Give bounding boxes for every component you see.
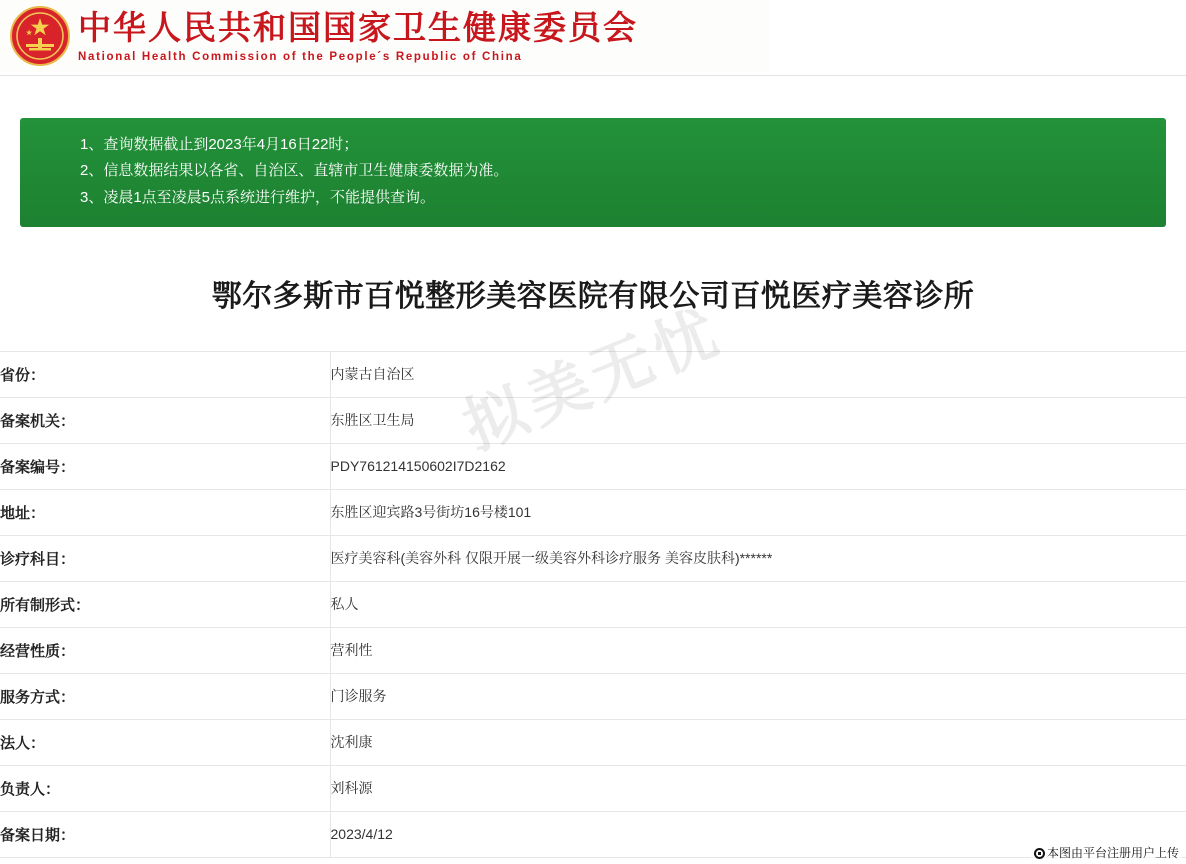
row-label: 地址：	[0, 489, 330, 535]
row-value: 2023/4/12	[330, 811, 1186, 857]
row-value: 沈利康	[330, 719, 1186, 765]
center-watermark: 拟美无忧	[453, 294, 733, 464]
row-label: 省份：	[0, 351, 330, 397]
row-value: 内蒙古自治区	[330, 351, 1186, 397]
row-value: PDY761214150602I7D2162	[330, 443, 1186, 489]
header-title-cn: 中华人民共和国国家卫生健康委员会	[78, 8, 638, 48]
row-label: 服务方式：	[0, 673, 330, 719]
row-value: 门诊服务	[330, 673, 1186, 719]
page-title: 鄂尔多斯市百悦整形美容医院有限公司百悦医疗美容诊所	[211, 278, 975, 314]
row-label: 所有制形式：	[0, 581, 330, 627]
table-row	[0, 719, 1186, 765]
table-row	[0, 673, 1186, 719]
row-label: 备案机关：	[0, 397, 330, 443]
table-row	[0, 581, 1186, 627]
footer-watermark-text: 本图由平台注册用户上传	[1046, 846, 1179, 860]
table-row	[0, 765, 1186, 811]
notice-line-3: 3、凌晨1点至凌晨5点系统进行维护，不能提供查询。	[80, 188, 436, 206]
notice-wrapper	[0, 76, 1186, 227]
row-label: 诊疗科目：	[0, 535, 330, 581]
header-banner	[0, 0, 770, 72]
row-value: 营利性	[330, 627, 1186, 673]
row-label: 负责人：	[0, 765, 330, 811]
row-value: 东胜区迎宾路3号街坊16号楼101	[330, 489, 1186, 535]
site-header	[0, 0, 1186, 76]
row-value: 私人	[330, 581, 1186, 627]
table-row	[0, 397, 1186, 443]
national-emblem-icon	[8, 4, 72, 68]
table-row	[0, 535, 1186, 581]
row-label: 备案日期：	[0, 811, 330, 857]
row-value: 东胜区卫生局	[330, 397, 1186, 443]
row-value: 刘科源	[330, 765, 1186, 811]
row-value: 医疗美容科(美容外科 仅限开展一级美容外科诊疗服务 美容皮肤科)******	[330, 535, 1186, 581]
header-title-en: National Health Commission of the People´s Republic of China	[78, 50, 523, 63]
row-label: 法人：	[0, 719, 330, 765]
table-row	[0, 489, 1186, 535]
notice-line-2: 2、信息数据结果以各省、自治区、直辖市卫生健康委数据为准。	[80, 162, 509, 180]
row-label: 经营性质：	[0, 627, 330, 673]
table-row	[0, 351, 1186, 397]
notice-line-1: 1、查询数据截止到2023年4月16日22时；	[80, 136, 359, 153]
table-row	[0, 627, 1186, 673]
row-label: 备案编号：	[0, 443, 330, 489]
notice-box	[20, 118, 1166, 227]
table-row	[0, 443, 1186, 489]
institution-info-table	[0, 351, 1186, 858]
table-row	[0, 811, 1186, 857]
